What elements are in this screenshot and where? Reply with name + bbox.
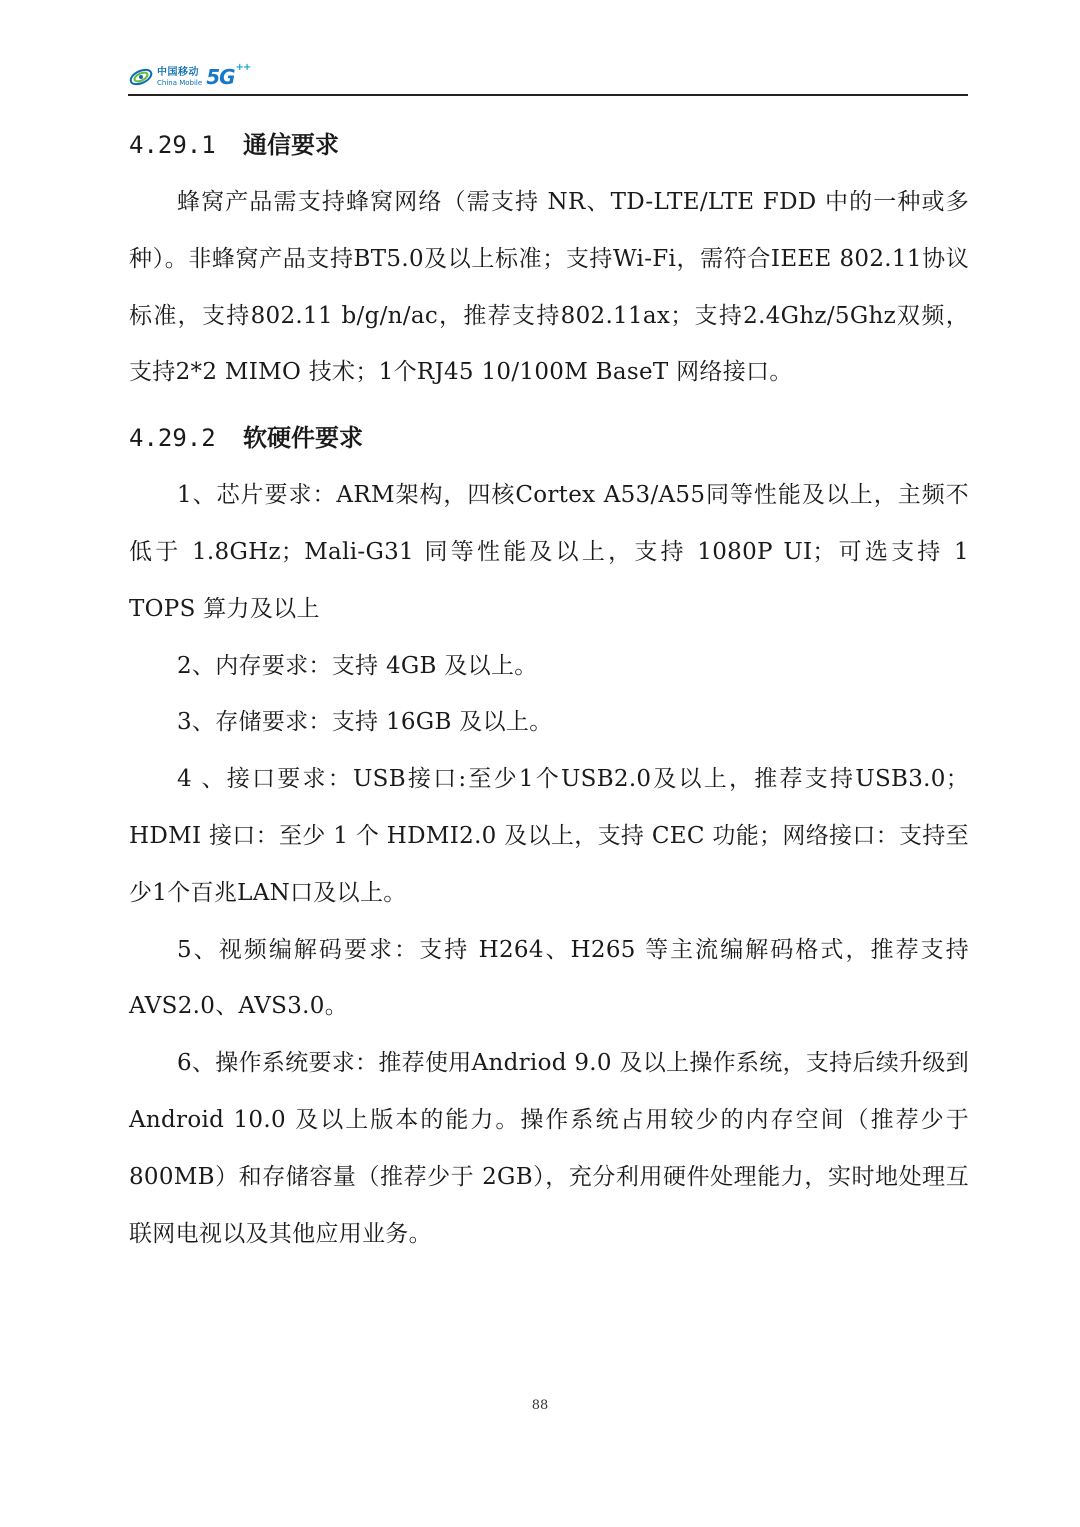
logo-5g-mark <box>206 62 251 89</box>
logo-english-name: China Mobile <box>157 78 203 87</box>
page-number: 88 <box>531 1398 549 1413</box>
section-heading-4-29-1 <box>129 120 969 170</box>
section-number: 4.29.2 <box>129 424 216 453</box>
paragraph-video-codec: 5、视频编解码要求：支持 H264、H265 等主流编解码格式，推荐支持AVS2.0、AVS3.0。 <box>129 936 969 1020</box>
paragraph-storage: 3、存储要求：支持 16GB 及以上。 <box>177 709 553 736</box>
paragraph-memory: 2、内存要求：支持 4GB 及以上。 <box>177 652 538 679</box>
section-title: 通信要求 <box>243 130 339 159</box>
paragraph: 蜂窝产品需支持蜂窝网络（需支持 NR、TD-LTE/LTE FDD 中的一种或多种）。非蜂窝产品支持BT5.0及以上标准；支持Wi-Fi，需符合IEEE 802.11协议标准，支持802.11 b/g/n/ac，推荐支持802.11ax；支持2.4Ghz/5Ghz双频，支持2*2 MIMO 技术；1个RJ45 10/100M BaseT 网络接口。 <box>129 189 969 386</box>
logo-chinese-name: 中国移动 <box>157 66 199 78</box>
document-body <box>129 120 969 1262</box>
paragraph-chip: 1、芯片要求：ARM架构，四核Cortex A53/A55同等性能及以上，主频不低于 1.8GHz；Mali-G31 同等性能及以上，支持 1080P UI；可选支持 1 TOPS 算力及以上 <box>129 482 969 622</box>
logo-5g-plus: ++ <box>235 62 251 74</box>
china-mobile-logo <box>128 62 250 92</box>
paragraph-interfaces: 4 、接口要求：USB接口:至少1个USB2.0及以上，推荐支持USB3.0；HDMI 接口：至少 1 个 HDMI2.0 及以上，支持 CEC 功能；网络接口：支持至少1个百兆LAN口及以上。 <box>129 766 969 906</box>
paragraph-os: 6、操作系统要求：推荐使用Andriod 9.0 及以上操作系统，支持后续升级到 Android 10.0 及以上版本的能力。操作系统占用较少的内存空间（推荐少于 800MB）和存储容量（推荐少于 2GB），充分利用硬件处理能力，实时地处理互联网电视以及其他应用业务。 <box>129 1050 969 1247</box>
section-title: 软硬件要求 <box>243 423 363 453</box>
page-header <box>128 56 968 96</box>
section-heading-4-29-2 <box>129 413 969 463</box>
section-number: 4.29.1 <box>129 131 216 159</box>
china-mobile-logo-icon <box>128 64 154 90</box>
logo-5g-text: 5G <box>206 65 235 89</box>
